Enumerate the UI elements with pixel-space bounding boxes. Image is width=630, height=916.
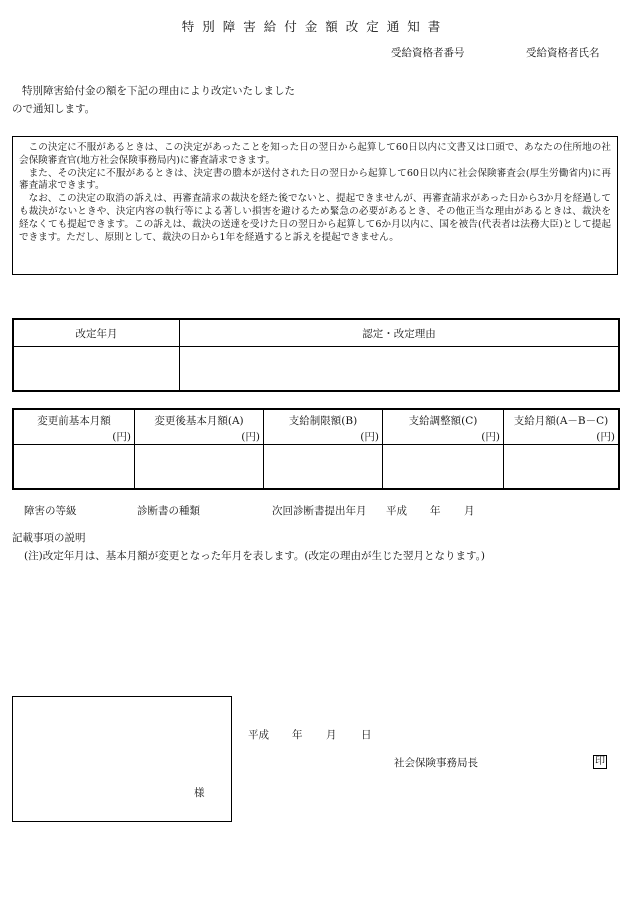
- amount-header-label: 変更後基本月額(A): [154, 415, 244, 427]
- amount-header-unit: (円): [241, 431, 260, 443]
- issue-date-day: 日: [361, 729, 372, 741]
- revision-reason-header: 認定・改定理由: [180, 319, 620, 347]
- issue-date-year: 年: [292, 729, 303, 741]
- amount-header-label: 支給月額(A－B－C): [513, 415, 609, 427]
- recipient-name-label: 受給資格者氏名: [526, 47, 600, 59]
- amount-table: [12, 408, 620, 490]
- amount-header-after: [135, 409, 264, 445]
- honorific-sama: 様: [194, 787, 205, 799]
- next-submission-year: 年: [430, 505, 441, 517]
- amount-header-unit: (円): [360, 431, 379, 443]
- issuer-title: 社会保険事務局長: [394, 757, 478, 769]
- amount-cell: [135, 445, 264, 490]
- amount-header-label: 変更前基本月額: [37, 415, 111, 427]
- revision-table: [12, 318, 620, 392]
- amount-header-adjustment: [383, 409, 504, 445]
- appeal-paragraph-2: また、その決定に不服があるときは、決定書の謄本が送付された日の翌日から起算して60日以内に社会保険審査会(厚生労働省内)に再審査請求できます。: [19, 167, 611, 192]
- explanation-note: (注)改定年月は、基本月額が変更となった年月を表します。(改定の理由が生じた翌月となります。): [24, 550, 485, 562]
- amount-header-limit: [264, 409, 383, 445]
- amount-header-label: 支給制限額(B): [288, 415, 358, 427]
- amount-cell: [13, 445, 135, 490]
- amount-header-unit: (円): [596, 431, 615, 443]
- issue-date-month: 月: [326, 729, 337, 741]
- document-title: 特別障害給付金額改定通知書: [181, 19, 449, 34]
- appeal-paragraph-3: なお、この決定の取消の訴えは、再審査請求の裁決を経た後でないと、提起できませんが、再審査請求があった日から3か月を経過しても裁決がないときや、決定内容の執行等による著しい損害を避けるため緊急の必要があるとき、その他正当な理由があるときは、裁決を経なくても提起できます。この訴えは、裁決の送達を受けた日の翌日から起算して6か月以内に、国を被告(代表者は法務大臣)として提起できます。ただし、原則として、裁決の日から1年を経過すると訴えを提起できません。: [19, 193, 611, 243]
- amount-header-label: 支給調整額(C): [408, 415, 478, 427]
- next-submission-label: 次回診断書提出年月: [272, 505, 367, 517]
- intro-line-1: 特別障害給付金の額を下記の理由により改定いたしました: [22, 85, 295, 97]
- issue-date-era: 平成: [248, 729, 269, 741]
- amount-header-monthly: [504, 409, 620, 445]
- amount-header-unit: (円): [112, 431, 131, 443]
- revision-month-header: 改定年月: [13, 319, 180, 347]
- amount-cell: [383, 445, 504, 490]
- recipient-number-label: 受給資格者番号: [391, 47, 465, 59]
- amount-cell: [504, 445, 620, 490]
- amount-header-unit: (円): [481, 431, 500, 443]
- appeal-paragraph-1: この決定に不服があるときは、この決定があったことを知った日の翌日から起算して60日以内に文書又は口頭で、あなたの住所地の社会保険審査官(地方社会保険事務局内)に審査請求できます。: [19, 142, 611, 166]
- disability-grade-label: 障害の等級: [24, 505, 77, 517]
- revision-month-cell: [13, 347, 180, 392]
- amount-header-before: [13, 409, 135, 445]
- seal-stamp: 印: [595, 756, 605, 767]
- appeal-notice-box: [12, 136, 618, 275]
- next-submission-era: 平成: [386, 505, 407, 517]
- intro-line-2: ので通知します。: [12, 103, 96, 115]
- amount-cell: [264, 445, 383, 490]
- revision-reason-cell: [180, 347, 620, 392]
- certificate-type-label: 診断書の種類: [137, 505, 200, 517]
- explanation-heading: 記載事項の説明: [12, 532, 86, 544]
- addressee-box: [12, 696, 232, 822]
- next-submission-month: 月: [464, 505, 475, 517]
